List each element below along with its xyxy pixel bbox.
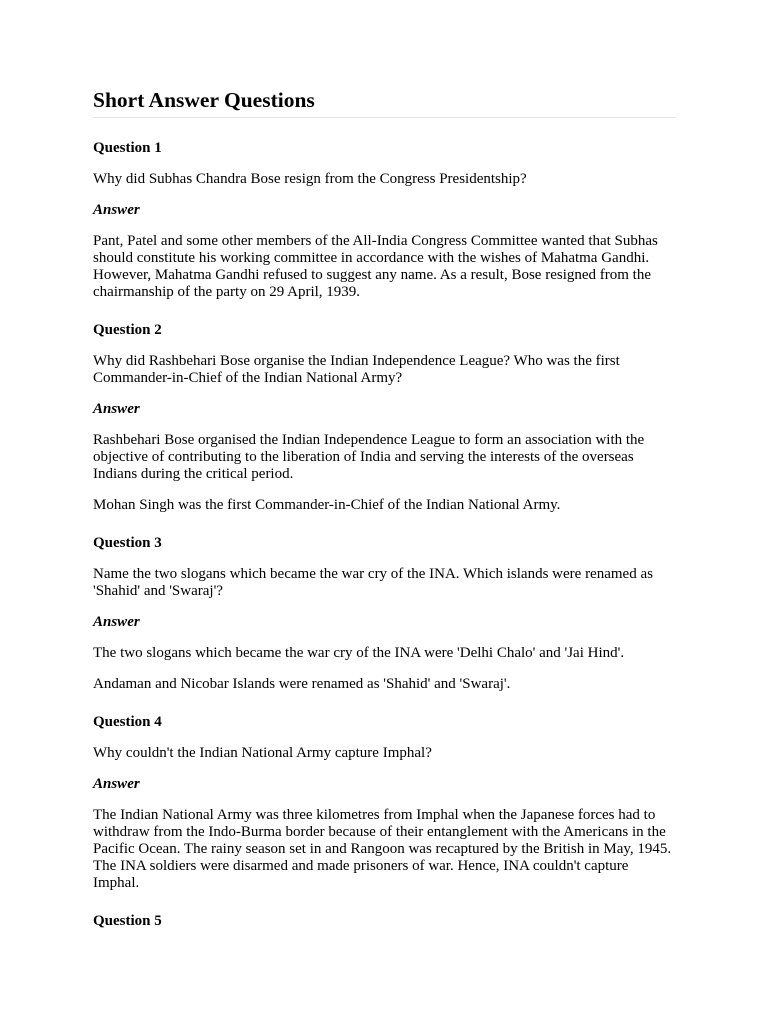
answer-text: Mohan Singh was the first Commander-in-Chief of the Indian National Army.: [93, 497, 561, 513]
answer-label: Answer: [93, 776, 140, 792]
answer-text: The two slogans which became the war cry of the INA were 'Delhi Chalo' and 'Jai Hind'.: [93, 645, 625, 661]
answer-text: Andaman and Nicobar Islands were renamed as 'Shahid' and 'Swaraj'.: [93, 676, 511, 692]
question-text: Why couldn't the Indian National Army capture Imphal?: [93, 745, 432, 761]
page-title: Short Answer Questions: [93, 88, 315, 112]
question-text: Name the two slogans which became the war cry of the INA. Which islands were renamed as 'Shahid' and 'Swaraj'?: [93, 566, 653, 599]
answer-text: Rashbehari Bose organised the Indian Independence League to form an association with the objective of contributing to the liberation of India and serving the interests of the overseas Indians during the critical period.: [93, 432, 645, 482]
question-block-2: [93, 322, 676, 514]
answer-label: Answer: [93, 614, 140, 630]
title-divider: [93, 117, 676, 118]
question-heading: Question 2: [93, 322, 162, 338]
question-block-1: [93, 140, 676, 301]
question-text: Why did Rashbehari Bose organise the Indian Independence League? Who was the first Commander-in-Chief of the Indian National Army?: [93, 353, 620, 386]
answer-text: Pant, Patel and some other members of the All-India Congress Committee wanted that Subhas should constitute his working committee in accordance with the wishes of Mahatma Gandhi. However, Mahatma Gandhi refused to suggest any name. As a result, Bose resigned from the chairmanship of the party on 29 April, 1939.: [93, 233, 658, 300]
question-heading: Question 1: [93, 140, 162, 156]
question-text: Why did Subhas Chandra Bose resign from the Congress Presidentship?: [93, 171, 527, 187]
answer-text: The Indian National Army was three kilometres from Imphal when the Japanese forces had to withdraw from the Indo-Burma border because of their entanglement with the Americans in the Pacific Ocean. The rainy season set in and Rangoon was recaptured by the British in May, 1945. The INA soldiers were disarmed and made prisoners of war. Hence, INA couldn't capture Imphal.: [93, 807, 672, 891]
document-page: [93, 86, 676, 930]
answer-label: Answer: [93, 202, 140, 218]
question-block-5: [93, 913, 676, 930]
question-heading: Question 4: [93, 714, 162, 730]
question-heading: Question 5: [93, 913, 162, 929]
answer-label: Answer: [93, 401, 140, 417]
question-block-3: [93, 535, 676, 693]
question-block-4: [93, 714, 676, 892]
question-heading: Question 3: [93, 535, 162, 551]
